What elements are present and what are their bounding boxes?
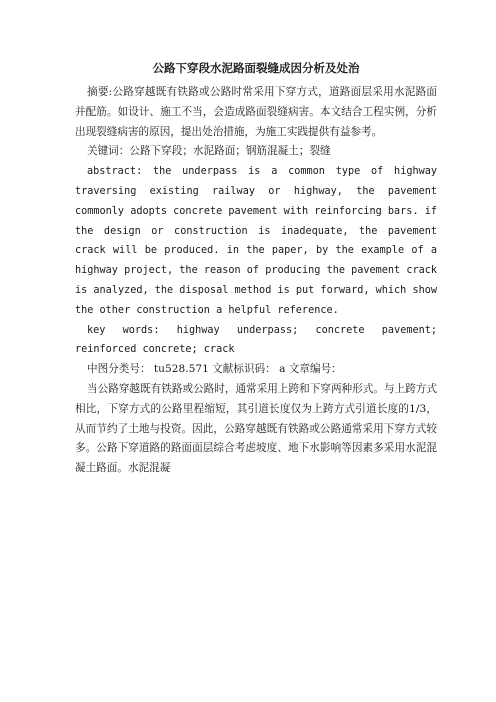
- keywords-english: key words: highway underpass; concrete pavement; reinforced concrete; crack: [75, 324, 437, 356]
- classification-line: 中图分类号： tu528.571 文献标识码： a 文章编号：: [87, 363, 342, 376]
- abstract-english: abstract: the underpass is a common type of highway traversing existing railway or highway, the pavement commonly adopts concrete pavement with reinforcing bars. if the design or construction is inadequate, the pavement crack will be produced. in the paper, by the example of a highway project, the reason of producing the pavement crack is analyzed, the disposal method is put forward, which show the other construction a helpful reference.: [75, 166, 437, 316]
- body-paragraph: 当公路穿越既有铁路或公路时，通常采用上跨和下穿两种形式。与上跨方式相比，下穿方式的公路里程缩短，其引道长度仅为上跨方式引道长度的1/3，从而节约了土地与投资。因此，公路穿越既有铁路或公路通常采用下穿方式较多。公路下穿道路的路面面层综合考虑坡度、地下水影响等因素多采用水泥混凝土路面。水泥混凝: [75, 382, 437, 475]
- document-title: 公路下穿段水泥路面裂缝成因分析及处治: [152, 61, 360, 75]
- document-page: [75, 60, 437, 479]
- abstract-chinese: 摘要:公路穿越既有铁路或公路时常采用下穿方式，道路面层采用水泥路面并配筋。如设计、施工不当，会造成路面裂缝病害。本文结合工程实例，分析出现裂缝病害的原因，提出处治措施，为施工实践提供有益参考。: [75, 86, 437, 138]
- keywords-chinese: 关键词：公路下穿段；水泥路面；钢筋混凝土；裂缝: [87, 145, 331, 158]
